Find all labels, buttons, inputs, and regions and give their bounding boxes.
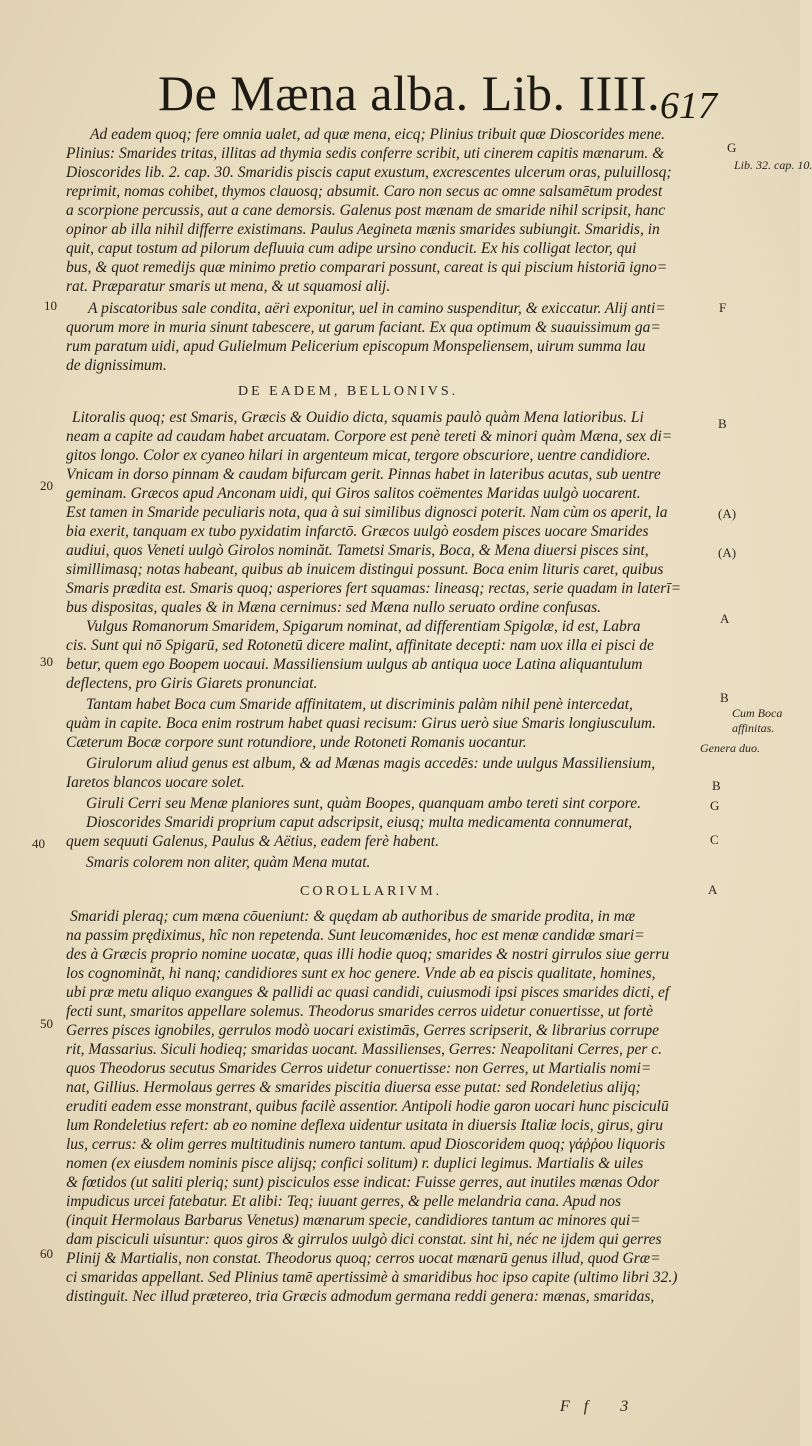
text-line: Plinius: Smarides tritas, illitas ad thymia sedis conferre scribit, uti cinerem capitis mænarum. & [66, 145, 665, 162]
text-line: de dignissimum. [66, 357, 167, 374]
text-line: betur, quem ego Boopem uocaui. Massiliensium uulgus ab antiqua uoce Latina aliquantulum [66, 656, 643, 673]
signature-mark: Ff 3 [560, 1398, 643, 1415]
text-line: nat, Gillius. Hermolaus gerres & smarides piscitia diuersa esse putat: sed Rondeletius alijq; [66, 1079, 641, 1096]
text-line: simillimasq; notas habeant, quibus ab inuicem distingui possunt. Boca enim lituris caret, quibus [66, 561, 664, 578]
text-line: Tantam habet Boca cum Smaride affinitatem, ut discriminis palàm nihil penè intercedat, [86, 696, 633, 713]
text-line: quit, caput tostum ad pilorum defluuia cum adipe ursino conducit. Ex his colligat lector, qui [66, 240, 637, 257]
text-line: Iaretos blancos uocare solet. [66, 774, 245, 791]
margin-note: Genera duo. [700, 741, 760, 755]
text-line: impudicus urcei fatebatur. Et alibi: Teq; iuuant gerres, & pelle melandria cana. Apud nos [66, 1193, 622, 1210]
line-number: 40 [32, 836, 45, 851]
text-line: rum paratum uidi, apud Gulielmum Pelicerium episcopum Monspeliensem, uirum summa lau [66, 338, 646, 355]
text-line: cis. Sunt qui nō Spigarū, sed Rotonetū dicere malint, affinitate decepti: nam uox illa ei pisci de [66, 637, 654, 654]
text-line: Dioscorides lib. 2. cap. 30. Smaridis piscis caput exustum, excrescentes ulcerum oras, puluillosq; [66, 164, 672, 181]
margin-letter: (A) [718, 545, 737, 560]
text-line: deflectens, pro Giris Giarets pronunciat. [66, 675, 318, 692]
text-line: Smaridi pleraq; cum mæna cōueniunt: & quędam ab authoribus de smaride prodita, in mæ [70, 908, 636, 925]
text-line: dam pisciculi uisuntur: quos giros & girrulos uulgò dici constat. sint hi, néc ne ijdem qui gerres [66, 1231, 662, 1248]
text-line: na passim prędiximus, hîc non repetenda. Sunt leucomænides, hoc est menæ candidæ smari= [66, 927, 645, 944]
text-line: quàm in capite. Boca enim rostrum habet quasi recisum: Girus uerò siue Smaris longiusculum. [66, 715, 656, 732]
page-number: 617 [660, 85, 717, 127]
text-line: rit, Massarius. Siculi hodieq; smaridas uocant. Massilienses, Gerres: Neapolitani Cerres, per c. [66, 1041, 663, 1058]
text-line: nomen (ex eiusdem nominis pisce alijsq; confici solitum) r. duplici legimus. Martialis & uiles [66, 1155, 644, 1172]
text-line: Plinij & Martialis, non constat. Theodorus quoq; cerros uocat mænarū genus illud, quod Græ= [66, 1250, 661, 1267]
margin-letter: G [727, 140, 737, 155]
text-line: Smaris prædita est. Smaris quoq; asperiores fert squamas: lineasq; rectas, serie quadam in laterī= [66, 580, 682, 597]
section-heading: COROLLARIVM. [300, 884, 443, 899]
text-line: (inquit Hermolaus Barbarus Venetus) mænarum specie, candidiores tantum ac minores qui= [66, 1212, 641, 1229]
text-line: lus, cerrus: & olim gerres multitudinis numero tantum. apud Dioscoridem quoq; γάῤῥου liquoris [66, 1136, 666, 1153]
margin-letter: A [720, 611, 730, 626]
line-number: 30 [40, 654, 53, 669]
text-line: Dioscorides Smaridi proprium caput adscripsit, eiusq; multa medicamenta connumerat, [86, 814, 633, 831]
text-line: rat. Præparatur smaris ut mena, & ut squamosi alij. [66, 278, 391, 295]
text-line: a scorpione percussis, aut a cane demorsis. Galenus post mænam de smaride nihil scripsit, hanc [66, 202, 666, 219]
line-number: 20 [40, 478, 53, 493]
text-line: A piscatoribus sale condita, aëri exponitur, uel in camino suspenditur, & exiccatur. Alij anti= [88, 300, 666, 317]
text-line: los cognominăt, hi nanq; candidiores sunt ex hoc genere. Vnde ab ea piscis qualitate, homines, [66, 965, 656, 982]
text-line: & fœtidos (ut saliti pleriq; sunt) pisciculos esse indicat: Fuisse gerres, aut inutiles mænas Odor [66, 1174, 660, 1191]
margin-note: Cum Boca affinitas. [732, 706, 783, 735]
margin-letter: B [718, 416, 727, 431]
text-line: Vulgus Romanorum Smaridem, Spigarum nominat, ad differentiam Spigolæ, id est, Labra [86, 618, 641, 635]
text-line: eruditi eadem esse monstrant, quibus facilè assentior. Antipoli hodie garon uocari hunc pisciculū [66, 1098, 669, 1115]
text-line: opinor ab illa nihil differre existimans. Paulus Aegineta mænis smarides subiungit. Smaridis, in [66, 221, 660, 238]
margin-letter: B [720, 690, 729, 705]
text-line: Girulorum aliud genus est album, & ad Mænas magis accedēs: unde uulgus Massiliensium, [86, 755, 656, 772]
text-line: Vnicam in dorso pinnam & caudam bifurcam gerit. Pinnas habet in lateribus acutas, sub uentre [66, 466, 661, 483]
text-line: audiui, quos Veneti uulgò Girolos nominăt. Tametsi Smaris, Boca, & Mena diuersi pisces sint, [66, 542, 649, 559]
text-line: Ad eadem quoq; fere omnia ualet, ad quæ mena, eicq; Plinius tribuit quæ Dioscorides mene. [90, 126, 665, 143]
text-line: ubi præ metu aliquo exangues & pallidi ac quasi candidi, cuiusmodi ipsi pisces smarides dicti, ef [66, 984, 670, 1001]
text-line: bia exerit, tanquam ex tubo pyxidatim infarctō. Græcos uulgò eosdem pisces uocare Smarides [66, 523, 649, 540]
text-line: Smaris colorem non aliter, quàm Mena mutat. [86, 854, 371, 871]
text-line: quem sequuti Galenus, Paulus & Aëtius, eadem ferè habent. [66, 833, 439, 850]
text-line: Litoralis quoq; est Smaris, Græcis & Ouidio dicta, squamis paulò quàm Mena latioribus. Li [72, 409, 644, 426]
margin-letter: (A) [718, 506, 737, 521]
text-line: Gerres pisces ignobiles, gerrulos modò uocari existimās, Gerres scripserit, & librarius corrupe [66, 1022, 659, 1039]
margin-letter: A [708, 882, 718, 897]
margin-letter: F [719, 300, 727, 315]
text-line: des à Græcis proprio nomine uocatæ, quas illi hodie quoq; smarides & nostri girrulos siue gerru [66, 946, 670, 963]
text-line: Cæterum Bocæ corpore sunt rotundiore, unde Rotoneti Romanis uocantur. [66, 734, 527, 751]
text-line: neam a capite ad caudam habet arcuatam. Corpore est penè tereti & minori quàm Mæna, sex di= [66, 428, 673, 445]
text-line: bus, & quot remedijs quæ minimo pretio comparari possunt, careat is qui piscium historiā igno= [66, 259, 668, 276]
text-line: reprimit, nomas cohibet, thymos clauosq; absumit. Caro non secus ac omne salsamētum prodest [66, 183, 663, 200]
margin-letter: B [712, 778, 721, 793]
text-line: Giruli Cerri seu Menæ planiores sunt, quàm Boopes, quanquam ambo tereti sint corpore. [86, 795, 641, 812]
text-line: quos Theodorus secutus Smarides Cerros uidetur conuertisse: non Gerres, ut Martialis nomi= [66, 1060, 652, 1077]
line-number: 60 [40, 1246, 53, 1261]
text-line: distinguit. Nec illud prætereo, tria Græcis admodum germana reddi genera: mænas, smaridas, [66, 1288, 655, 1305]
text-line: Est tamen in Smaride peculiaris nota, qua à sui similibus dignosci poterit. Nam cùm os aperit, la [66, 504, 668, 521]
text-line: geminam. Græcos apud Anconam uidi, qui Giros salitos coëmentes Maridas uulgò uocarent. [66, 485, 641, 502]
line-number: 50 [40, 1016, 53, 1031]
margin-letter: C [710, 832, 719, 847]
text-line: bus dispositas, quales & in Mæna cernimus: sed Mæna nullo seruato ordine confusas. [66, 599, 602, 616]
margin-note: Lib. 32. cap. 10. [734, 158, 812, 172]
text-line: quorum more in muria sinunt tabescere, ut garum faciant. Ex qua optimum & suauissimum ga= [66, 319, 661, 336]
margin-letter: G [710, 798, 720, 813]
text-line: gitos longo. Color ex cyaneo hilari in argenteum micat, tergore obscuriore, uentre candidiore. [66, 447, 651, 464]
text-line: fecti sunt, smaritos appellare solemus. Theodorus smarides cerros uidetur conuertisse, ut fortè [66, 1003, 653, 1020]
line-number: 10 [44, 298, 57, 313]
text-line: ci smaridas appellant. Sed Plinius tamē apertissimè à smaridibus hoc ipso capite (ultimo libri 32.) [66, 1269, 678, 1286]
running-title: De Mæna alba. Lib. IIII. [158, 65, 661, 121]
section-heading: DE EADEM, BELLONIVS. [238, 384, 459, 399]
text-line: lum Rondeletius refert: ab eo nomine deflexa uidentur usitata in diuersis Italiæ locis, girus, giru [66, 1117, 663, 1134]
